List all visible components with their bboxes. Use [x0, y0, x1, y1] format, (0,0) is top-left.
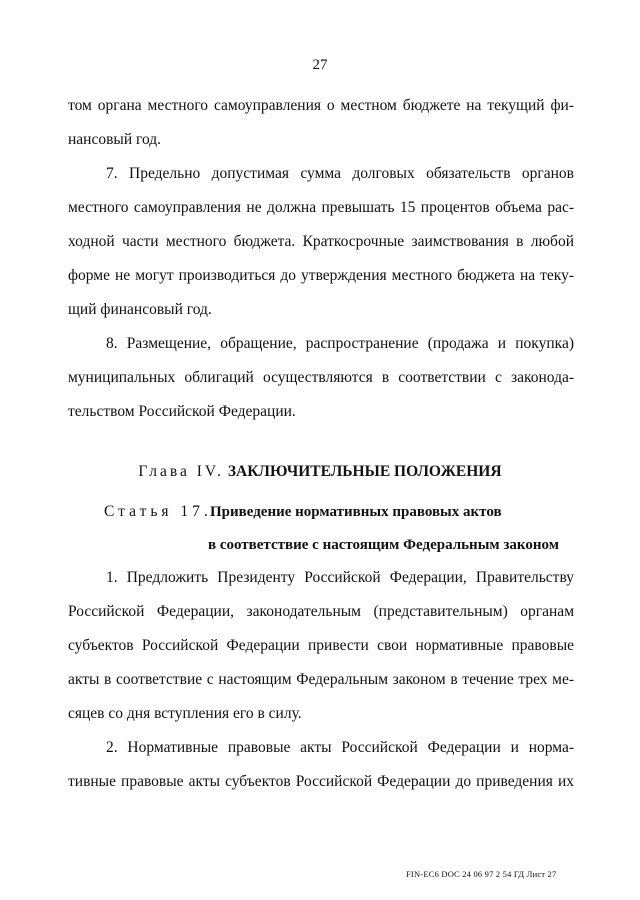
text-line: местного самоуправления не должна превышать 15 процентов объема рас-: [68, 199, 574, 216]
text-line: Российской Федерации, законодательным (представительным) органам: [68, 603, 574, 620]
text-line: сяцев со дня вступления его в силу.: [68, 705, 302, 722]
page-number: 27: [312, 57, 328, 73]
document-footer: FIN-EC6 DOC 24 06 97 2 54 ГД Лист 27: [406, 869, 557, 879]
text-line: нансовый год.: [68, 131, 162, 148]
text-line: форме не могут производиться до утверждения местного бюджета на теку-: [68, 267, 574, 284]
text-line: том органа местного самоуправления о местном бюджете на текущий фи-: [68, 97, 574, 114]
article-title-line-2: в соответствие с настоящим Федеральным законом: [208, 537, 559, 553]
article-17-paragraph-2-start: 2. Нормативные правовые акты Российской Федерации и норма-: [106, 739, 574, 756]
article-17-paragraph-1-start: 1. Предложить Президенту Российской Федерации, Правительству: [106, 569, 574, 586]
chapter-title: ЗАКЛЮЧИТЕЛЬНЫЕ ПОЛОЖЕНИЯ: [227, 463, 502, 480]
text-line: тивные правовые акты субъектов Российской Федерации до приведения их: [68, 773, 574, 790]
text-line: акты в соответствие с настоящим Федеральным законом в течение трех ме-: [68, 671, 574, 688]
chapter-label: Глава IV.: [138, 463, 224, 480]
text-line: субъектов Российской Федерации привести свои нормативные правовые: [68, 637, 574, 654]
chapter-heading: [0, 461, 640, 483]
text-line: муниципальных облигаций осуществляются в соответствии с законода-: [68, 369, 574, 386]
article-title-line-1: Приведение нормативных правовых актов: [210, 504, 502, 520]
text-line: тельством Российской Федерации.: [68, 403, 296, 420]
paragraph-7-start: 7. Предельно допустимая сумма долговых обязательств органов: [106, 165, 574, 182]
paragraph-8-start: 8. Размещение, обращение, распространение (продажа и покупка): [106, 335, 574, 352]
article-label: Статья 17.: [104, 503, 212, 520]
text-line: ходной части местного бюджета. Краткосрочные заимствования в любой: [68, 233, 574, 250]
text-line: щий финансовый год.: [68, 301, 212, 318]
